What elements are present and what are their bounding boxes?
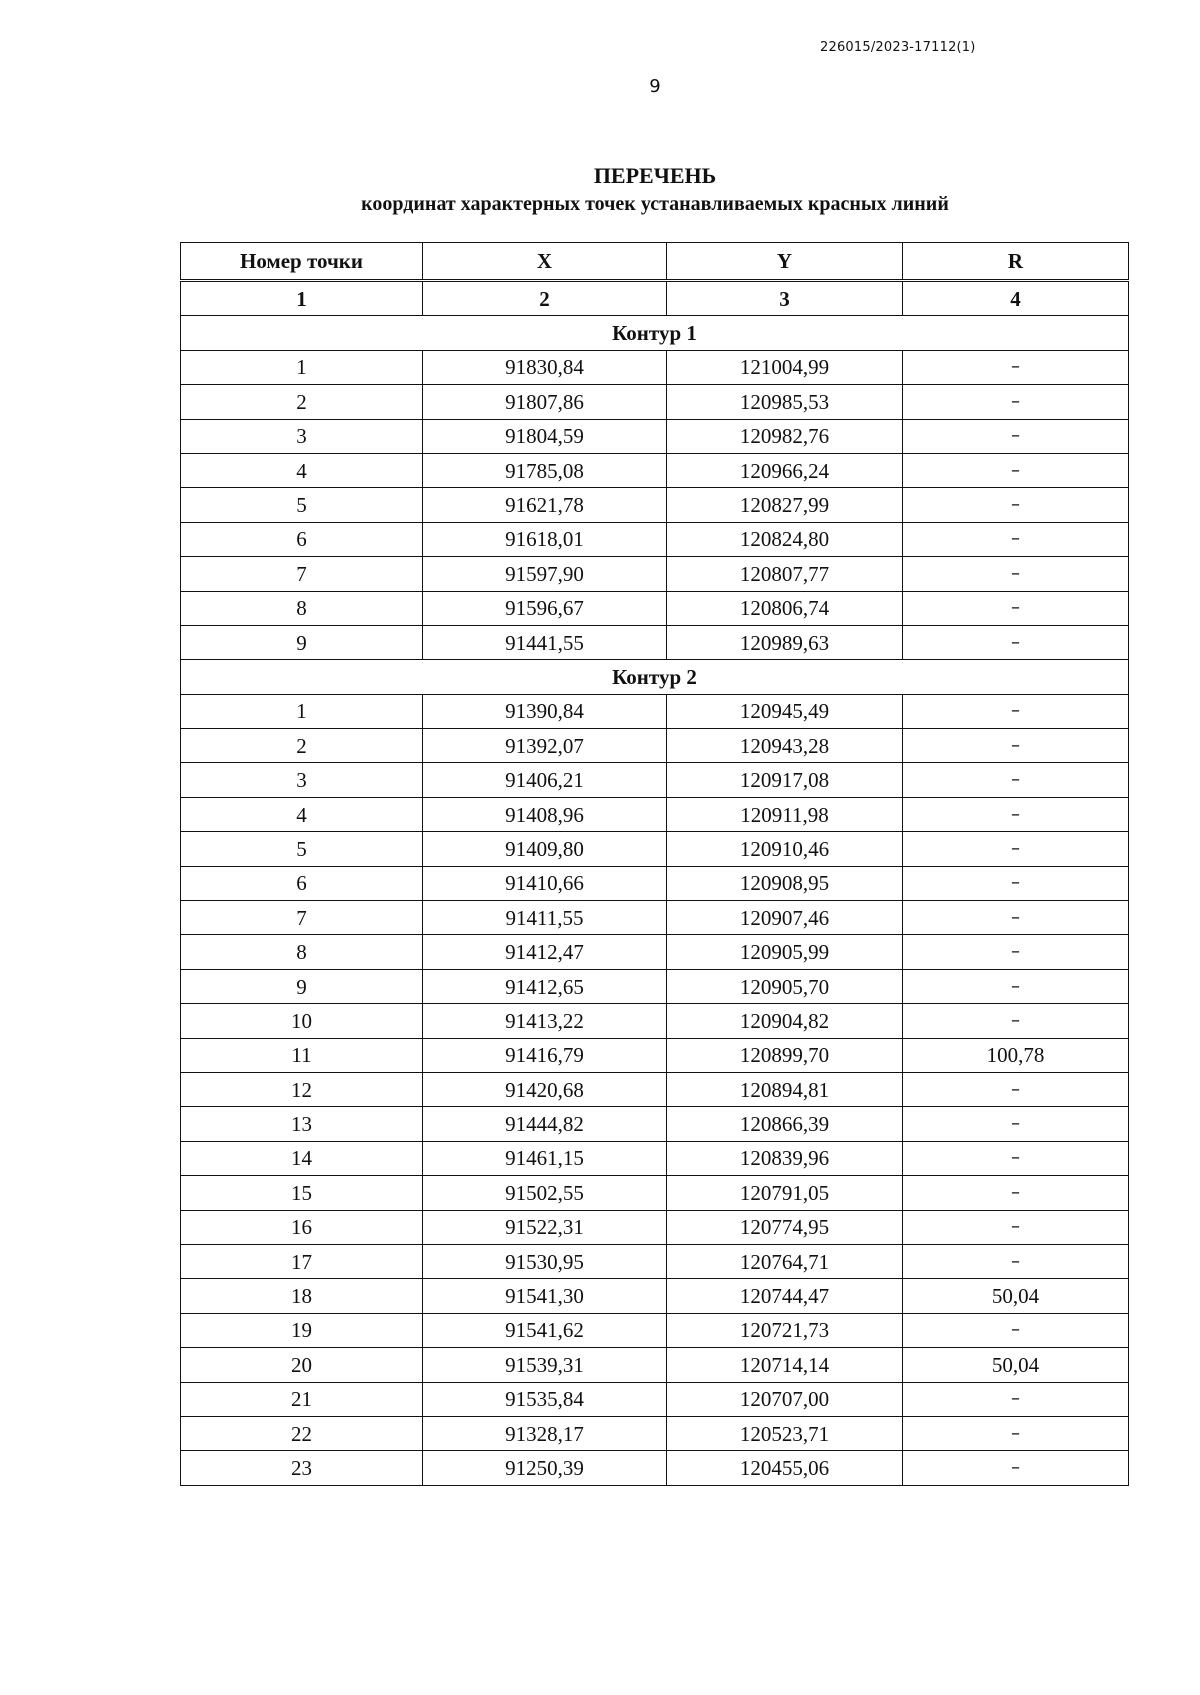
y-coordinate-cell: 120774,95 [667,1210,903,1244]
x-coordinate-cell: 91412,65 [423,969,667,1003]
x-coordinate-cell: 91420,68 [423,1072,667,1106]
x-coordinate-cell: 91785,08 [423,453,667,487]
y-coordinate-cell: 120721,73 [667,1313,903,1347]
x-coordinate-cell: 91539,31 [423,1348,667,1382]
y-coordinate-cell: 120910,46 [667,832,903,866]
x-coordinate-cell: 91412,47 [423,935,667,969]
y-coordinate-cell: 120985,53 [667,385,903,419]
x-coordinate-cell: 91807,86 [423,385,667,419]
y-coordinate-cell: 121004,99 [667,350,903,384]
table-row [181,385,1129,419]
contour-header-row [181,660,1129,694]
radius-cell: – [903,522,1129,556]
header-row [181,243,1129,281]
table-row [181,729,1129,763]
point-number-cell: 7 [181,557,423,591]
y-coordinate-cell: 120911,98 [667,797,903,831]
point-number-cell: 2 [181,385,423,419]
radius-cell: – [903,763,1129,797]
y-coordinate-cell: 120707,00 [667,1382,903,1416]
radius-cell: – [903,488,1129,522]
header-point-number: Номер точки [181,243,423,281]
y-coordinate-cell: 120827,99 [667,488,903,522]
x-coordinate-cell: 91597,90 [423,557,667,591]
column-number: 1 [181,281,423,316]
y-coordinate-cell: 120894,81 [667,1072,903,1106]
y-coordinate-cell: 120744,47 [667,1279,903,1313]
radius-cell: – [903,1451,1129,1485]
radius-cell: – [903,591,1129,625]
table-row [181,866,1129,900]
radius-cell: – [903,1141,1129,1175]
radius-cell: – [903,901,1129,935]
y-coordinate-cell: 120714,14 [667,1348,903,1382]
point-number-cell: 1 [181,694,423,728]
table-row [181,1107,1129,1141]
coordinates-table [180,242,1129,1486]
radius-cell: – [903,1210,1129,1244]
column-number: 4 [903,281,1129,316]
point-number-cell: 10 [181,1004,423,1038]
table-row [181,832,1129,866]
x-coordinate-cell: 91416,79 [423,1038,667,1072]
radius-cell: – [903,866,1129,900]
point-number-cell: 16 [181,1210,423,1244]
y-coordinate-cell: 120907,46 [667,901,903,935]
y-coordinate-cell: 120917,08 [667,763,903,797]
table-row [181,1348,1129,1382]
radius-cell: – [903,1416,1129,1450]
y-coordinate-cell: 120455,06 [667,1451,903,1485]
contour-label: Контур 1 [181,316,1129,350]
y-coordinate-cell: 120989,63 [667,625,903,659]
x-coordinate-cell: 91618,01 [423,522,667,556]
x-coordinate-cell: 91530,95 [423,1244,667,1278]
y-coordinate-cell: 120966,24 [667,453,903,487]
table-row [181,935,1129,969]
point-number-cell: 14 [181,1141,423,1175]
point-number-cell: 21 [181,1382,423,1416]
point-number-cell: 5 [181,488,423,522]
radius-cell: – [903,797,1129,831]
header-y: Y [667,243,903,281]
x-coordinate-cell: 91830,84 [423,350,667,384]
point-number-cell: 22 [181,1416,423,1450]
point-number-cell: 3 [181,763,423,797]
point-number-cell: 6 [181,522,423,556]
x-coordinate-cell: 91541,62 [423,1313,667,1347]
radius-cell: – [903,935,1129,969]
radius-cell: – [903,1244,1129,1278]
table-row [181,453,1129,487]
y-coordinate-cell: 120905,70 [667,969,903,1003]
radius-cell: – [903,729,1129,763]
radius-cell: – [903,419,1129,453]
document-title: ПЕРЕЧЕНЬ [593,163,717,188]
table-row [181,1038,1129,1072]
table-row [181,969,1129,1003]
point-number-cell: 19 [181,1313,423,1347]
page-number: 9 [649,76,661,97]
x-coordinate-cell: 91461,15 [423,1141,667,1175]
table-row [181,1279,1129,1313]
point-number-cell: 1 [181,350,423,384]
table-row [181,350,1129,384]
table-row [181,488,1129,522]
table-row [181,901,1129,935]
table-row [181,1004,1129,1038]
y-coordinate-cell: 120866,39 [667,1107,903,1141]
point-number-cell: 6 [181,866,423,900]
x-coordinate-cell: 91408,96 [423,797,667,831]
table-row [181,1176,1129,1210]
point-number-cell: 4 [181,453,423,487]
point-number-cell: 4 [181,797,423,831]
contour-label: Контур 2 [181,660,1129,694]
table-row [181,1072,1129,1106]
y-coordinate-cell: 120791,05 [667,1176,903,1210]
point-number-cell: 12 [181,1072,423,1106]
radius-cell: – [903,557,1129,591]
x-coordinate-cell: 91541,30 [423,1279,667,1313]
table-row [181,1416,1129,1450]
column-number: 3 [667,281,903,316]
y-coordinate-cell: 120904,82 [667,1004,903,1038]
radius-cell: – [903,1072,1129,1106]
x-coordinate-cell: 91535,84 [423,1382,667,1416]
title-block [0,162,1200,218]
x-coordinate-cell: 91250,39 [423,1451,667,1485]
table-row [181,625,1129,659]
point-number-cell: 17 [181,1244,423,1278]
radius-cell: – [903,1313,1129,1347]
radius-cell: 100,78 [903,1038,1129,1072]
y-coordinate-cell: 120824,80 [667,522,903,556]
table-row [181,557,1129,591]
table-row [181,1141,1129,1175]
radius-cell: – [903,1382,1129,1416]
y-coordinate-cell: 120943,28 [667,729,903,763]
x-coordinate-cell: 91390,84 [423,694,667,728]
header-x: X [423,243,667,281]
y-coordinate-cell: 120908,95 [667,866,903,900]
point-number-cell: 18 [181,1279,423,1313]
table-row [181,1451,1129,1485]
point-number-cell: 3 [181,419,423,453]
point-number-cell: 15 [181,1176,423,1210]
x-coordinate-cell: 91522,31 [423,1210,667,1244]
column-number-row [181,281,1129,316]
table-row [181,694,1129,728]
table-row [181,1313,1129,1347]
table-row [181,1244,1129,1278]
point-number-cell: 23 [181,1451,423,1485]
table-row [181,1382,1129,1416]
y-coordinate-cell: 120806,74 [667,591,903,625]
contour-header-row [181,316,1129,350]
point-number-cell: 8 [181,935,423,969]
point-number-cell: 2 [181,729,423,763]
y-coordinate-cell: 120899,70 [667,1038,903,1072]
radius-cell: – [903,453,1129,487]
document-subtitle: координат характерных точек устанавливаемых красных линий [361,193,949,215]
x-coordinate-cell: 91596,67 [423,591,667,625]
column-number: 2 [423,281,667,316]
y-coordinate-cell: 120764,71 [667,1244,903,1278]
table-row [181,797,1129,831]
y-coordinate-cell: 120982,76 [667,419,903,453]
x-coordinate-cell: 91410,66 [423,866,667,900]
point-number-cell: 13 [181,1107,423,1141]
radius-cell: – [903,969,1129,1003]
x-coordinate-cell: 91328,17 [423,1416,667,1450]
point-number-cell: 8 [181,591,423,625]
radius-cell: – [903,1176,1129,1210]
y-coordinate-cell: 120523,71 [667,1416,903,1450]
radius-cell: 50,04 [903,1279,1129,1313]
x-coordinate-cell: 91804,59 [423,419,667,453]
point-number-cell: 7 [181,901,423,935]
x-coordinate-cell: 91444,82 [423,1107,667,1141]
table-row [181,763,1129,797]
x-coordinate-cell: 91502,55 [423,1176,667,1210]
point-number-cell: 11 [181,1038,423,1072]
point-number-cell: 9 [181,969,423,1003]
x-coordinate-cell: 91621,78 [423,488,667,522]
table-row [181,522,1129,556]
point-number-cell: 5 [181,832,423,866]
radius-cell: – [903,694,1129,728]
radius-cell: – [903,1107,1129,1141]
document-id: 226015/2023-17112(1) [820,40,976,55]
table-row [181,591,1129,625]
table-row [181,419,1129,453]
radius-cell: – [903,1004,1129,1038]
y-coordinate-cell: 120905,99 [667,935,903,969]
x-coordinate-cell: 91411,55 [423,901,667,935]
header-r: R [903,243,1129,281]
radius-cell: – [903,625,1129,659]
table-row [181,1210,1129,1244]
radius-cell: – [903,350,1129,384]
x-coordinate-cell: 91406,21 [423,763,667,797]
y-coordinate-cell: 120839,96 [667,1141,903,1175]
radius-cell: 50,04 [903,1348,1129,1382]
point-number-cell: 9 [181,625,423,659]
x-coordinate-cell: 91392,07 [423,729,667,763]
x-coordinate-cell: 91413,22 [423,1004,667,1038]
point-number-cell: 20 [181,1348,423,1382]
y-coordinate-cell: 120945,49 [667,694,903,728]
radius-cell: – [903,832,1129,866]
x-coordinate-cell: 91441,55 [423,625,667,659]
y-coordinate-cell: 120807,77 [667,557,903,591]
radius-cell: – [903,385,1129,419]
x-coordinate-cell: 91409,80 [423,832,667,866]
